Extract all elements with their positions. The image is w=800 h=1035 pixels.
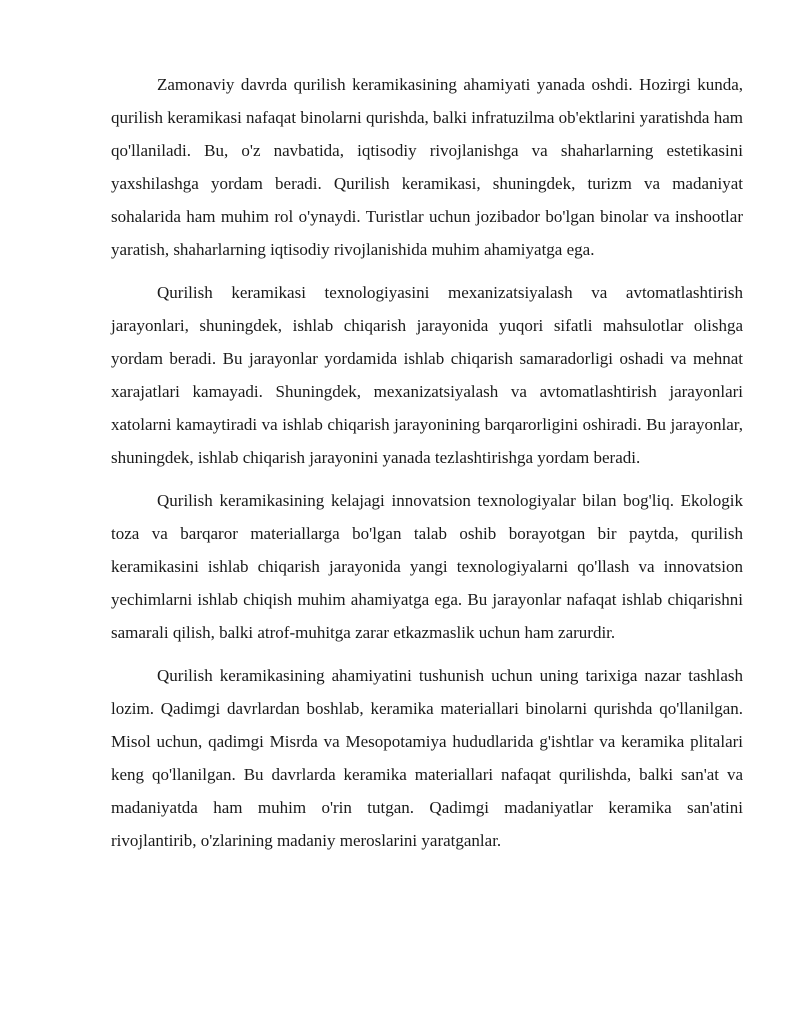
paragraph: Qurilish keramikasining ahamiyatini tushunish uchun uning tarixiga nazar tashlash lozim. Qadimgi davrlardan boshlab, keramika materiallari binolarni qurishda qo'llanilgan. Misol uchun, qadimgi Misrda va Mesopotamiya hududlarida g'ishtlar va keramika plitalari keng qo'llanilgan. Bu davrlarda keramika materiallari nafaqat qurilishda, balki san'at va madaniyatda ham muhim o'rin tutgan. Qadimgi madaniyatlar keramika san'atini rivojlantirib, o'zlarining madaniy meroslarini yaratganlar. bbox=[111, 666, 743, 850]
paragraph: Qurilish keramikasining kelajagi innovatsion texnologiyalar bilan bog'liq. Ekologik toza va barqaror materiallarga bo'lgan talab oshib borayotgan bir paytda, qurilish keramikasini ishlab chiqarish jarayonida yangi texnologiyalarni qo'llash va innovatsion yechimlarni ishlab chiqish muhim ahamiyatga ega. Bu jarayonlar nafaqat ishlab chiqarishni samarali qilish, balki atrof-muhitga zarar etkazmaslik uchun ham zarurdir. bbox=[111, 491, 743, 642]
paragraph: Zamonaviy davrda qurilish keramikasining ahamiyati yanada oshdi. Hozirgi kunda, qurilish keramikasi nafaqat binolarni qurishda, balki infratuzilma ob'ektlarini yaratishda ham qo'llaniladi. Bu, o'z navbatida, iqtisodiy rivojlanishga va shaharlarning estetikasini yaxshilashga yordam beradi. Qurilish keramikasi, shuningdek, turizm va madaniyat sohalarida ham muhim rol o'ynaydi. Turistlar uchun jozibador bo'lgan binolar va inshootlar yaratish, shaharlarning iqtisodiy rivojlanishida muhim ahamiyatga ega. bbox=[111, 75, 743, 259]
paragraph: Qurilish keramikasi texnologiyasini mexanizatsiyalash va avtomatlashtirish jarayonlari, shuningdek, ishlab chiqarish jarayonida yuqori sifatli mahsulotlar olishga yordam beradi. Bu jarayonlar yordamida ishlab chiqarish samaradorligi oshadi va mehnat xarajatlari kamayadi. Shuningdek, mexanizatsiyalash va avtomatlashtirish jarayonlari xatolarni kamaytiradi va ishlab chiqarish jarayonining barqarorligini oshiradi. Bu jarayonlar, shuningdek, ishlab chiqarish jarayonini yanada tezlashtirishga yordam beradi. bbox=[111, 283, 743, 467]
document-body bbox=[111, 68, 743, 867]
